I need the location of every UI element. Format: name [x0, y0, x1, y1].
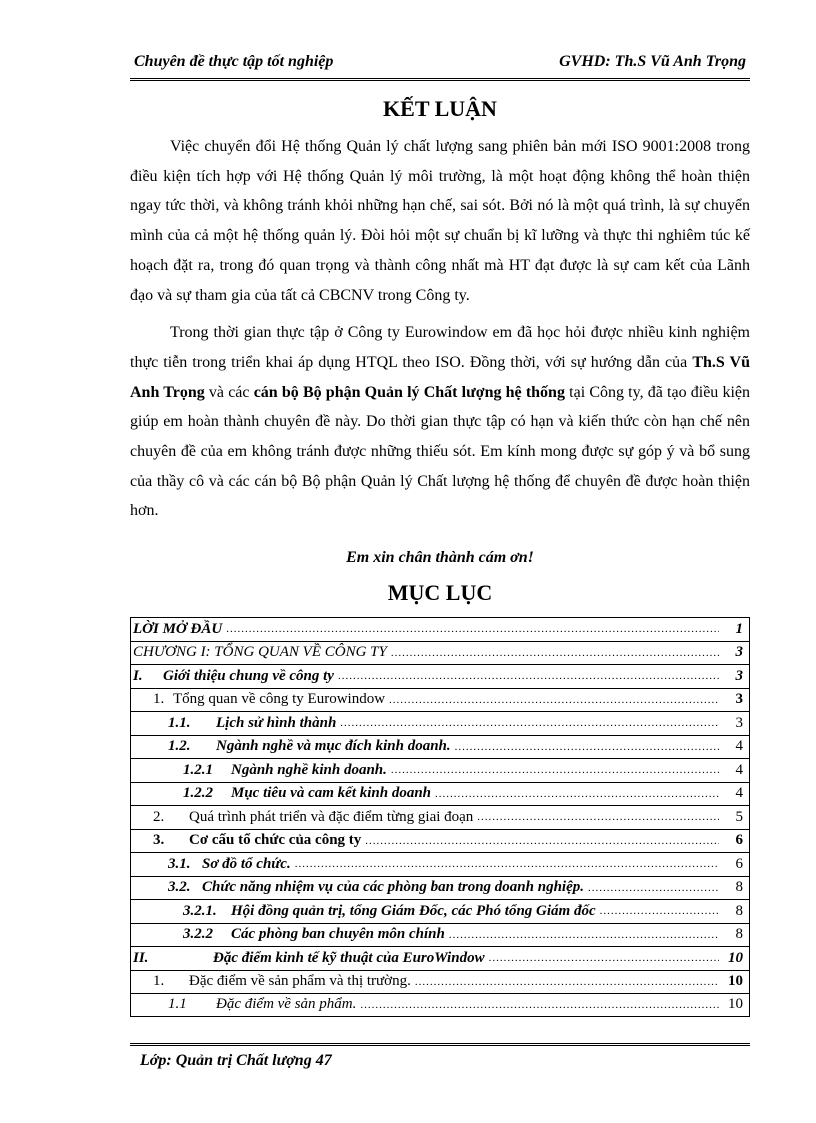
toc-row — [130, 688, 750, 712]
toc-page-number: 6 — [735, 855, 743, 872]
toc-number: 3.2.2 — [183, 926, 213, 943]
toc-row — [130, 782, 750, 806]
toc-page-number: 8 — [735, 926, 743, 943]
thanks-line: Em xin chân thành cám ơn! — [346, 549, 534, 566]
toc-number: I. — [133, 667, 143, 684]
toc-page-number: 10 — [728, 973, 743, 990]
toc-leader-dots — [360, 999, 719, 1011]
toc-leader-dots — [295, 858, 719, 870]
table-of-contents — [130, 617, 750, 1017]
toc-number: 3. — [153, 832, 165, 849]
toc-row — [130, 641, 750, 665]
toc-number: 1. — [153, 973, 165, 990]
toc-entry-title: Ngành nghề kinh doanh. — [231, 761, 387, 778]
toc-page-number: 5 — [735, 808, 743, 825]
toc-entry-title: Lịch sử hình thành — [216, 714, 337, 731]
toc-leader-dots — [449, 929, 719, 941]
footer-class: Lớp: Quản trị Chất lượng 47 — [140, 1052, 332, 1069]
toc-row — [130, 711, 750, 735]
toc-entry-title: Tổng quan về công ty Eurowindow — [173, 691, 386, 708]
toc-row — [130, 852, 750, 876]
toc-number: 1.1. — [168, 714, 191, 731]
p2-text-a: Trong thời gian thực tập ở Công ty Eurowindow em đã học hỏi được nhiều kinh nghiệm thực tiễn trong triển khai áp dụng HTQL theo ISO. Đồng thời, với sự hướng dẫn của — [130, 324, 750, 371]
conclusion-paragraph-1: Việc chuyển đổi Hệ thống Quản lý chất lượng sang phiên bản mới ISO 9001:2008 trong điều kiện tích hợp với Hệ thống Quản lý môi trường, là một hoạt động không thể hoàn thiện ngay tức thời, và không tránh khỏi những hạn chế, sai sót. Bởi nó là một quá trình, là sự chuyển mình của cả một hệ thống quản lý. Đòi hỏi một sự chuẩn bị kĩ lưỡng và thực thi nghiêm túc kế hoạch đặt ra, trong đó quan trọng và thành công nhất mà HT đạt được là sự cam kết của Lãnh đạo và sự tham gia của tất cả CBCNV trong Công ty. — [130, 138, 750, 304]
toc-row — [130, 664, 750, 688]
toc-leader-dots — [489, 952, 719, 964]
toc-entry-title: Ngành nghề và mục đích kinh doanh. — [216, 738, 451, 755]
toc-leader-dots — [588, 882, 719, 894]
toc-entry-title: Hội đồng quản trị, tổng Giám Đốc, các Phó tổng Giám đốc — [231, 902, 596, 919]
toc-page-number: 3 — [735, 691, 743, 708]
conclusion-body — [130, 132, 750, 526]
toc-entry-title: Quá trình phát triển và đặc điểm từng giai đoạn — [189, 808, 474, 825]
toc-number: 3.1. — [168, 855, 191, 872]
toc-leader-dots — [365, 835, 719, 847]
conclusion-title: KẾT LUẬN — [383, 96, 497, 121]
toc-number: 1.2. — [168, 738, 191, 755]
toc-page-number: 10 — [728, 996, 743, 1013]
toc-page-number: 3 — [735, 667, 743, 684]
toc-row — [130, 876, 750, 900]
toc-row — [130, 735, 750, 759]
toc-number: 1.1 — [168, 996, 187, 1013]
toc-page-number: 3 — [735, 714, 743, 731]
toc-page-number: 4 — [735, 738, 743, 755]
toc-page-number: 10 — [728, 949, 743, 966]
toc-entry-title: Chức năng nhiệm vụ của các phòng ban trong doanh nghiệp. — [202, 879, 584, 896]
toc-row — [130, 899, 750, 923]
toc-page-number: 8 — [735, 902, 743, 919]
toc-leader-dots — [338, 670, 719, 682]
toc-leader-dots — [455, 741, 719, 753]
header-document-title: Chuyên đề thực tập tốt nghiệp — [134, 53, 334, 70]
page-header — [130, 50, 750, 81]
p2-text-c: và các — [204, 383, 254, 401]
toc-row — [130, 923, 750, 947]
toc-entry-title: CHƯƠNG I: TỔNG QUAN VỀ CÔNG TY — [133, 644, 387, 661]
p2-supervisor-name: Th.S Vũ Anh Trọng — [130, 353, 750, 401]
toc-entry-title: Cơ cấu tổ chức của công ty — [189, 832, 362, 849]
toc-entry-title: Mục tiêu và cam kết kinh doanh — [231, 785, 432, 802]
toc-entry-title: Đặc điểm kinh tế kỹ thuật của EuroWindow — [213, 949, 485, 966]
page-footer — [130, 1043, 750, 1069]
toc-page-number: 3 — [735, 644, 743, 661]
toc-entry-title: Giới thiệu chung về công ty — [163, 667, 334, 684]
toc-entry-title: Đặc điểm về sản phẩm và thị trường. — [189, 973, 411, 990]
toc-entry-title: Đặc điểm về sản phẩm. — [216, 996, 357, 1013]
toc-row — [130, 617, 750, 641]
toc-number: II. — [133, 949, 149, 966]
toc-row — [130, 829, 750, 853]
toc-leader-dots — [389, 694, 719, 706]
toc-leader-dots — [391, 647, 719, 659]
toc-leader-dots — [477, 811, 719, 823]
toc-number: 3.2.1. — [183, 902, 217, 919]
toc-number: 3.2. — [168, 879, 191, 896]
toc-number: 2. — [153, 808, 165, 825]
toc-row — [130, 758, 750, 782]
toc-entry-title: Sơ đồ tổ chức. — [202, 855, 291, 872]
toc-leader-dots — [340, 717, 719, 729]
conclusion-paragraph-2 — [130, 318, 750, 526]
toc-row — [130, 993, 750, 1017]
toc-leader-dots — [435, 788, 719, 800]
toc-page-number: 6 — [735, 832, 743, 849]
p2-text-e: tại Công ty, đã tạo điều kiện giúp em hoàn thành chuyên đề này. Do thời gian thực tập có hạn và kiến thức còn hạn chế nên chuyên đề của em không tránh được những thiếu sót. Em kính mong được sự góp ý và bổ sung của thầy cô và các cán bộ Bộ phận Quản lý Chất lượng hệ thống để chuyên đề được hoàn thiện hơn. — [130, 383, 751, 520]
header-supervisor: GVHD: Th.S Vũ Anh Trọng — [559, 53, 746, 70]
toc-entry-title: Các phòng ban chuyên môn chính — [231, 926, 445, 943]
toc-page-number: 4 — [735, 761, 743, 778]
toc-leader-dots — [600, 905, 719, 917]
toc-entry-title: LỜI MỞ ĐẦU — [133, 620, 223, 637]
toc-number: 1. — [153, 691, 165, 708]
toc-leader-dots — [391, 764, 719, 776]
toc-number: 1.2.2 — [183, 785, 213, 802]
toc-number: 1.2.1 — [183, 761, 213, 778]
toc-title: MỤC LỤC — [387, 580, 493, 605]
p2-department: cán bộ Bộ phận Quản lý Chất lượng hệ thống — [253, 383, 565, 401]
toc-leader-dots — [226, 623, 719, 635]
toc-row — [130, 970, 750, 994]
toc-page-number: 4 — [735, 785, 743, 802]
toc-row — [130, 805, 750, 829]
toc-page-number: 1 — [735, 620, 743, 637]
toc-page-number: 8 — [735, 879, 743, 896]
toc-row — [130, 946, 750, 970]
toc-leader-dots — [415, 976, 719, 988]
